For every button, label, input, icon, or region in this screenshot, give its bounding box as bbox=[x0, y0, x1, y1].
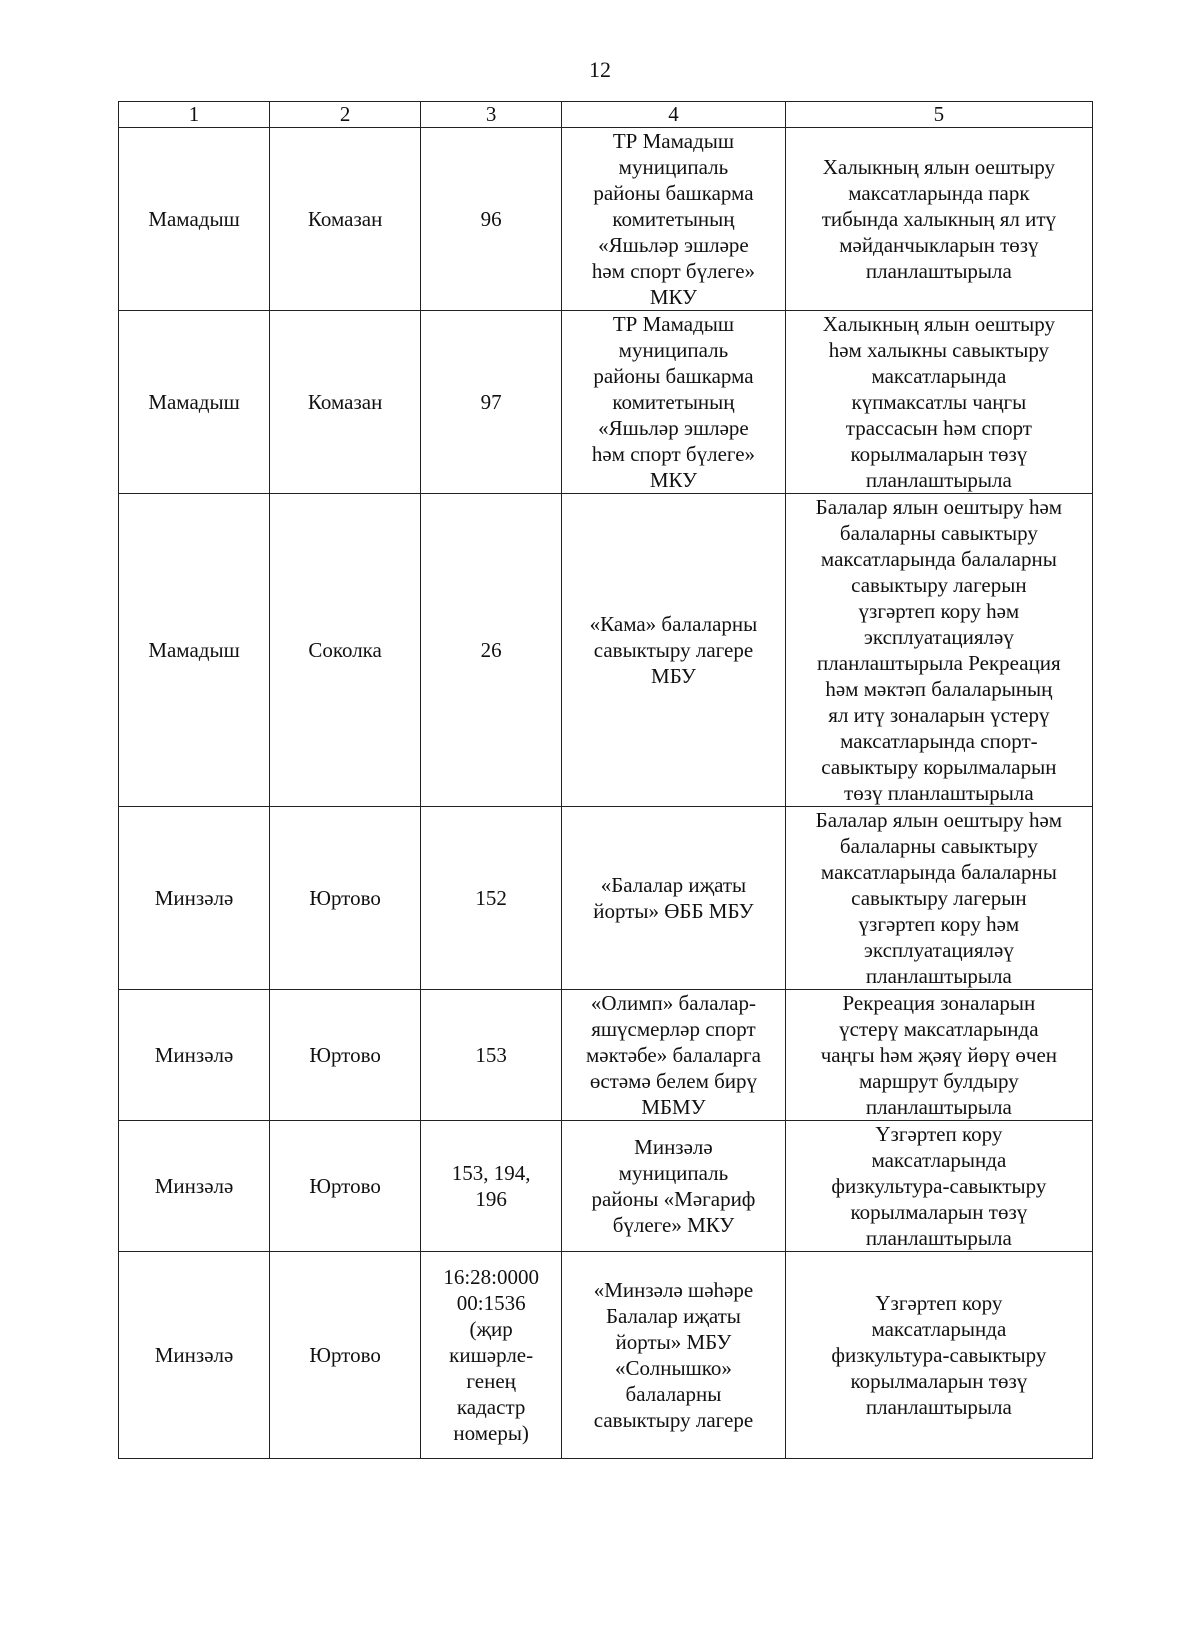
description-cell: Балалар ялын оештыру һәм балаларны савыктыру максатларында балаларны савыктыру лагерын үзгәртеп кору һәм эксплуатацияләү планлаштырыла bbox=[785, 807, 1092, 990]
settlement-cell: Комазан bbox=[270, 128, 421, 311]
description-cell: Халыкның ялын оештыру һәм халыкны савыктыру максатларында күпмаксатлы чаңгы трассасын һәм спорт корылмаларын төзү планлаштырыла bbox=[785, 311, 1092, 494]
district-cell: Минзәлә bbox=[119, 1121, 270, 1252]
parcel-cell: 97 bbox=[421, 311, 562, 494]
table-row bbox=[119, 1252, 1093, 1459]
parcel-cell: 153, 194, 196 bbox=[421, 1121, 562, 1252]
table-row bbox=[119, 128, 1093, 311]
district-cell: Минзәлә bbox=[119, 990, 270, 1121]
column-header: 4 bbox=[562, 102, 786, 128]
organization-cell: «Балалар иҗаты йорты» ӨББ МБУ bbox=[562, 807, 786, 990]
organization-cell: «Кама» балаларны савыктыру лагере МБУ bbox=[562, 494, 786, 807]
column-header: 3 bbox=[421, 102, 562, 128]
parcel-cell: 96 bbox=[421, 128, 562, 311]
district-cell: Мамадыш bbox=[119, 494, 270, 807]
settlement-cell: Юртово bbox=[270, 807, 421, 990]
table-row bbox=[119, 311, 1093, 494]
table-row bbox=[119, 990, 1093, 1121]
district-cell: Минзәлә bbox=[119, 1252, 270, 1459]
description-cell: Балалар ялын оештыру һәм балаларны савыктыру максатларында балаларны савыктыру лагерын үзгәртеп кору һәм эксплуатацияләү планлаштырыла Рекреация һәм мәктәп балаларының ял итү зоналарын үстерү максатларында спорт- савыктыру корылмаларын төзү планлаштырыла bbox=[785, 494, 1092, 807]
organization-cell: Минзәлә муниципаль районы «Мәгариф бүлеге» МКУ bbox=[562, 1121, 786, 1252]
organization-cell: «Олимп» балалар- яшүсмерләр спорт мәктәбе» балаларга өстәмә белем бирү МБМУ bbox=[562, 990, 786, 1121]
organization-cell: ТР Мамадыш муниципаль районы башкарма комитетының «Яшьләр эшләре һәм спорт бүлеге» МКУ bbox=[562, 311, 786, 494]
column-header: 2 bbox=[270, 102, 421, 128]
settlement-cell: Комазан bbox=[270, 311, 421, 494]
organization-cell: ТР Мамадыш муниципаль районы башкарма комитетының «Яшьләр эшләре һәм спорт бүлеге» МКУ bbox=[562, 128, 786, 311]
table-row bbox=[119, 494, 1093, 807]
page-number: 12 bbox=[589, 57, 611, 82]
district-cell: Мамадыш bbox=[119, 128, 270, 311]
parcel-cell: 152 bbox=[421, 807, 562, 990]
settlement-cell: Соколка bbox=[270, 494, 421, 807]
header-row bbox=[119, 102, 1093, 128]
parcel-cell: 153 bbox=[421, 990, 562, 1121]
column-header: 5 bbox=[785, 102, 1092, 128]
settlement-cell: Юртово bbox=[270, 1252, 421, 1459]
table-row bbox=[119, 1121, 1093, 1252]
settlement-cell: Юртово bbox=[270, 1121, 421, 1252]
parcel-cell: 16:28:0000 00:1536 (җир кишәрле- генең кадастр номеры) bbox=[421, 1252, 562, 1459]
parcel-cell: 26 bbox=[421, 494, 562, 807]
table-row bbox=[119, 807, 1093, 990]
description-cell: Үзгәртеп кору максатларында физкультура-савыктыру корылмаларын төзү планлаштырыла bbox=[785, 1252, 1092, 1459]
settlement-cell: Юртово bbox=[270, 990, 421, 1121]
data-table bbox=[118, 101, 1093, 1459]
organization-cell: «Минзәлә шәһәре Балалар иҗаты йорты» МБУ «Солнышко» балаларны савыктыру лагере bbox=[562, 1252, 786, 1459]
description-cell: Рекреация зоналарын үстерү максатларында чаңгы һәм җәяү йөрү өчен маршрут булдыру планлаштырыла bbox=[785, 990, 1092, 1121]
district-cell: Минзәлә bbox=[119, 807, 270, 990]
district-cell: Мамадыш bbox=[119, 311, 270, 494]
column-header: 1 bbox=[119, 102, 270, 128]
description-cell: Халыкның ялын оештыру максатларында парк тибында халыкның ял итү мәйданчыкларын төзү планлаштырыла bbox=[785, 128, 1092, 311]
description-cell: Үзгәртеп кору максатларында физкультура-савыктыру корылмаларын төзү планлаштырыла bbox=[785, 1121, 1092, 1252]
